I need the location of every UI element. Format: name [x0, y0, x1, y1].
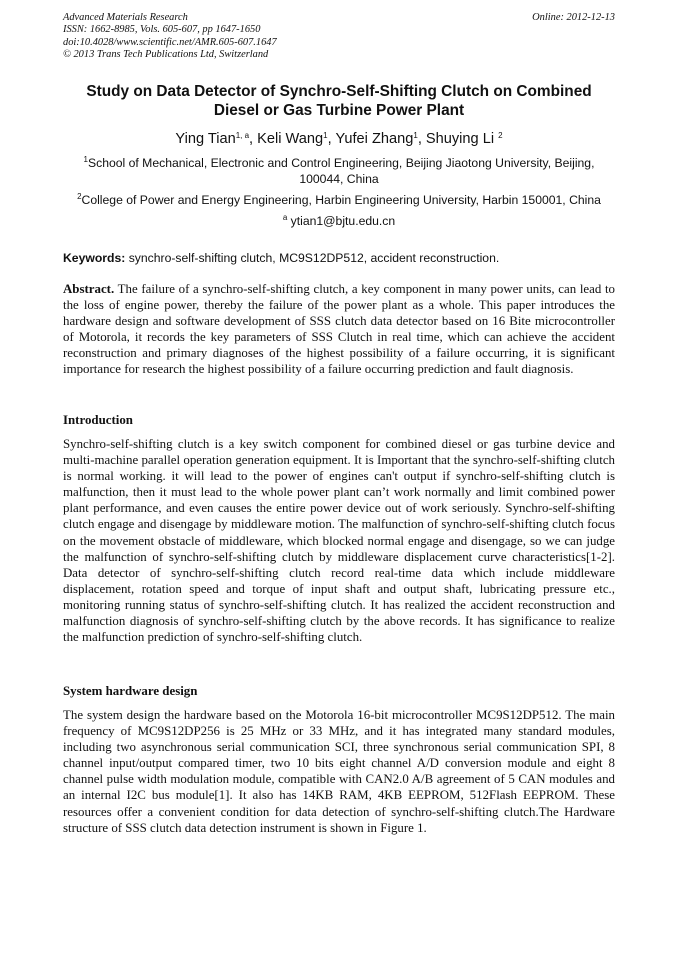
author-name: Keli Wang [257, 131, 324, 147]
author-affiliation-mark: 1 [413, 131, 418, 140]
author-name: Yufei Zhang [335, 131, 414, 147]
keywords-line [63, 250, 615, 266]
title-line-2: Diesel or Gas Turbine Power Plant [213, 102, 465, 119]
journal-name: Advanced Materials Research [63, 12, 188, 23]
email-mark: a [282, 213, 288, 222]
author-list [63, 130, 615, 148]
affiliation-1 [63, 155, 615, 187]
hardware-paragraph: The system design the hardware based on the Motorola 16-bit microcontroller MC9S12DP512. The main frequency of MC9S12DP256 is 25 MHz or 33 MHz, and it has integrated many standard modules, including two asynchronous serial communication SCI, three synchronous serial communication SPI, 8 channel input/output compared timer, two 10 bits eight channel A/D conversion module and eight 8 channel pulse width modulation module, compatible with CAN2.0 A/B agreement of 5 CAN modules and an internal I2C bus module[1]. It also has 14KB RAM, 4KB EEPROM, 512Flash EEPROM. These resources offer a convenient condition for data detection of synchro-self-shifting clutch.The Hardware structure of SSS clutch data detection instrument is shown in Figure 1. [63, 708, 615, 835]
introduction-paragraph: Synchro-self-shifting clutch is a key switch component for combined diesel or gas turbine device and multi-machine parallel operation generation equipment. It is Important that the synchro-self-shifting clutch is normal working. it will lead to the power of engines can't output if synchro-self-shifting clutch is malfunction, then it must lead to the whole power plant can’t work normally and limit combined power plant performance, and even causes the entire power device out of work seriously. Synchro-self-shifting clutch engage and disengage by middleware motion. The malfunction of synchro-self-shifting clutch focus on the movement obstacle of middleware, which blocked normal engage and disengage, so we can judge the malfunction of synchro-self-shifting clutch by middleware displacement curve characteristics[1-2]. Data detector of synchro-self-shifting clutch record real-time data which include middleware displacement, rotation speed and torque of input shaft and output shaft, lubricating pressure etc., monitoring running status of synchro-self-shifting clutch. It has realized the accident reconstruction and malfunction diagnosis of synchro-self-shifting clutch by the above records. It has significance to realize the malfunction prediction of synchro-self-shifting clutch. [63, 437, 615, 645]
abstract-paragraph [63, 281, 615, 378]
issn-line: ISSN: 1662-8985, Vols. 605-607, pp 1647-1650 [63, 24, 261, 36]
journal-header [63, 12, 615, 61]
author-name: Ying Tian [175, 131, 236, 147]
abstract-text: The failure of a synchro-self-shifting clutch, a key component in many power units, can lead to the loss of engine power, thereby the failure of the power plant as a whole. This paper introduces the hardware design and software development of SSS clutch data detector based on 16 Bite microcontroller of Motorola, it records the key parameters of SSS Clutch in real time, which can achieve the accident reconstruction and primary diagnoses of the highest possibility of a failure occurring, it is significant importance for research the highest possibility of a failure occurring prediction and fault diagnosis. [63, 282, 615, 377]
author-separator: , [417, 131, 426, 147]
section-heading-hardware: System hardware design [63, 684, 198, 698]
contact-email [63, 213, 615, 229]
affiliation-mark: 2 [77, 192, 82, 201]
author-separator: , [249, 131, 258, 147]
keywords-label: Keywords: [63, 251, 126, 265]
copyright-line: © 2013 Trans Tech Publications Ltd, Switzerland [63, 48, 269, 60]
online-date: Online: 2012-12-13 [532, 12, 615, 23]
section-heading-introduction: Introduction [63, 413, 133, 427]
abstract-label: Abstract. [63, 282, 115, 296]
author-name: Shuying Li [425, 131, 499, 147]
title-line-1: Study on Data Detector of Synchro-Self-Shifting Clutch on Combined [86, 83, 592, 100]
keywords-text: synchro-self-shifting clutch, MC9S12DP512, accident reconstruction. [125, 251, 500, 265]
affiliation-text: School of Mechanical, Electronic and Control Engineering, Beijing Jiaotong University, Beijing, 100044, China [87, 156, 595, 186]
author-affiliation-mark: 2 [498, 131, 503, 140]
email-address: ytian1@bjtu.edu.cn [287, 214, 396, 228]
author-affiliation-mark: 1 [323, 131, 328, 140]
affiliation-mark: 1 [83, 155, 88, 164]
author-affiliation-mark: 1, a [235, 131, 250, 140]
affiliation-2 [63, 192, 615, 208]
author-separator: , [327, 131, 336, 147]
affiliation-text: College of Power and Energy Engineering, Harbin Engineering University, Harbin 150001, China [81, 193, 601, 207]
paper-title [63, 82, 615, 120]
doi-line: doi:10.4028/www.scientific.net/AMR.605-607.1647 [63, 36, 277, 48]
